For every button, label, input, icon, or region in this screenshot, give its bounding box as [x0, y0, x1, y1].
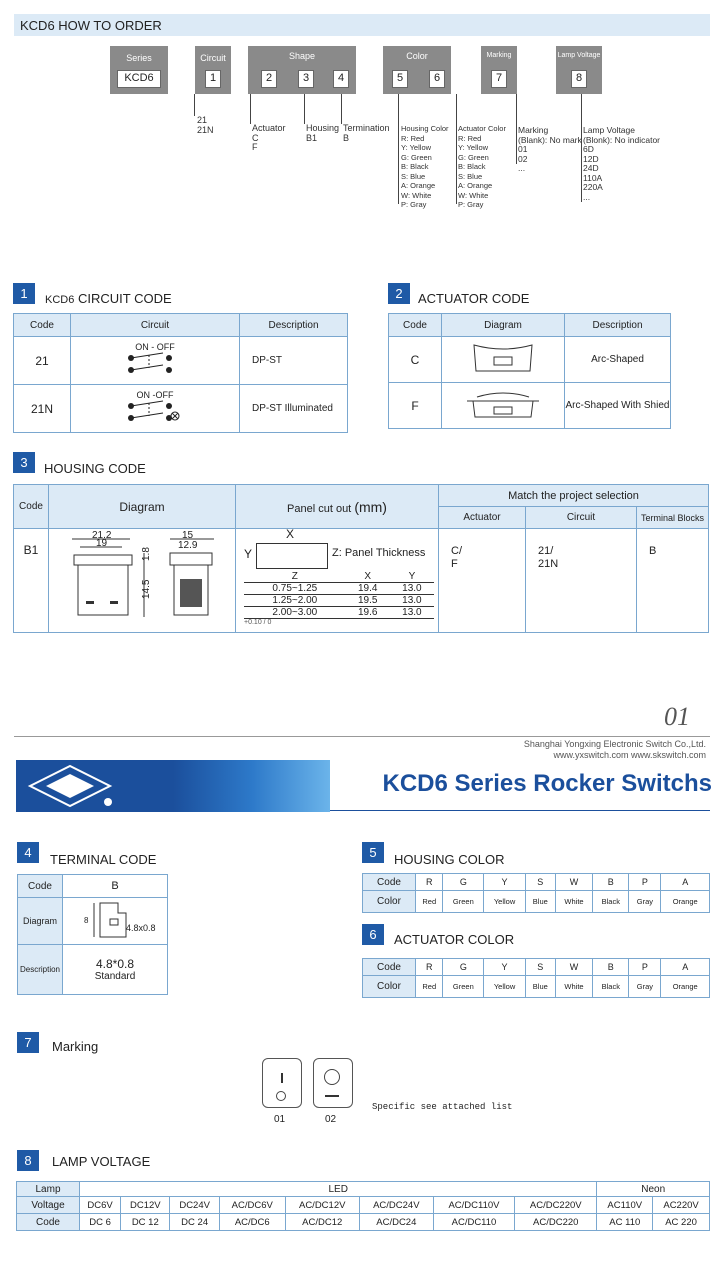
lamp-voltage-code: DC 6: [80, 1214, 121, 1231]
s3-circuit: 21/ 21N: [526, 529, 637, 633]
s4-code-h: Code: [18, 875, 63, 898]
marking-note: Specific see attached list: [372, 1102, 513, 1112]
s1-row2-label: ON -OFF: [136, 390, 174, 400]
digit-2: 2: [261, 70, 277, 88]
lamp-voltage-code: AC/DC24: [359, 1214, 433, 1231]
s2-row2-desc: Arc-Shaped With Shied: [565, 383, 671, 429]
company-name: Shanghai Yongxing Electronic Switch Co.,Ltd.: [523, 739, 706, 749]
actuator-color-code: Y: [484, 959, 526, 976]
housing-color-options: Housing Color R: Red Y: Yellow G: Green B: Black S: Blue A: Orange W: White P: Gray: [401, 124, 449, 209]
lamp-voltage-value: AC220V: [653, 1197, 710, 1214]
actuator-color-name: White: [555, 976, 593, 998]
lamp-voltage-value: AC/DC220V: [515, 1197, 597, 1214]
panel-r2-x: 19.5: [346, 595, 390, 607]
panel-r1-y: 13.0: [390, 583, 434, 595]
panel-tolerance: +0.10 / 0: [244, 619, 272, 626]
circuit-group: [195, 46, 231, 94]
digit-1: 1: [205, 70, 221, 88]
actuator-color-code: W: [555, 959, 593, 976]
illuminated-switch-symbol-icon: [125, 400, 185, 424]
actuator-color-name: Green: [443, 976, 484, 998]
s1-row2-desc: DP-ST Illuminated: [240, 385, 348, 433]
terminal-code-table: [17, 874, 168, 995]
terminal-diagram-icon: [70, 899, 160, 941]
housing-color-name: Orange: [661, 891, 710, 913]
color-label: Color: [406, 51, 428, 61]
series-label: Series: [126, 53, 152, 63]
lamp-voltage-value: AC/DC24V: [359, 1197, 433, 1214]
s4-desc-main: 4.8*0.8: [95, 957, 135, 971]
s1-row2-code: 21N: [14, 385, 71, 433]
dim-w2-inner: 12.9: [178, 540, 198, 551]
s3-h-panel-text: Panel cut out: [287, 502, 352, 515]
s8-code-h: Code: [17, 1214, 80, 1231]
housing-color-name: Blue: [525, 891, 555, 913]
marking-label-01: 01: [274, 1114, 286, 1125]
panel-x-label: X: [286, 527, 295, 541]
housing-color-code: R: [416, 874, 443, 891]
s3-h-panel: [236, 485, 439, 529]
housing-color-code: B: [593, 874, 629, 891]
panel-r2-z: 1.25~2.00: [244, 595, 346, 607]
s1-h-circuit: Circuit: [71, 314, 240, 337]
s4-diagram-h: Diagram: [18, 898, 63, 945]
s7-title: Marking: [52, 1039, 99, 1054]
color-group: [383, 46, 451, 94]
lamp-voltage-options: Lamp Voltage (Blonk): No indicator 6D 12D 24D 110A 220A ...: [583, 125, 661, 202]
shape-group: [248, 46, 356, 94]
housing-color-code: S: [525, 874, 555, 891]
panel-r1-x: 19.4: [346, 583, 390, 595]
banner-rule: [330, 810, 710, 811]
actuator-color-name: Orange: [661, 976, 710, 998]
actuator-color-code: P: [629, 959, 661, 976]
s1-number: 1: [13, 283, 35, 304]
s2-row2-diagram: [442, 383, 565, 429]
housing-color-code: G: [443, 874, 484, 891]
panel-cutout-table: [244, 571, 434, 619]
lamp-voltage-code: AC 220: [653, 1214, 710, 1231]
s8-lamp-h: Lamp: [17, 1182, 80, 1197]
s3-sub-circuit: Circuit: [526, 507, 637, 529]
s6-number: 6: [362, 924, 384, 945]
s5-title: HOUSING COLOR: [394, 852, 505, 867]
dim-h-body: 14.5: [141, 579, 152, 599]
s1-row1-label: ON - OFF: [135, 342, 175, 352]
s6-title: ACTUATOR COLOR: [394, 932, 515, 947]
circuit-code-table: [13, 313, 348, 433]
panel-r3-z: 2.00~3.00: [244, 607, 346, 619]
s8-neon: Neon: [597, 1182, 710, 1197]
lamp-voltage-value: AC110V: [597, 1197, 653, 1214]
actuator-color-name: Red: [416, 976, 443, 998]
panel-z-note: Z: Panel Thickness: [332, 547, 426, 559]
s2-h-desc: Description: [565, 314, 671, 337]
header-rule: [14, 736, 710, 737]
s1-title: [45, 291, 172, 306]
s3-diagram: [49, 529, 236, 633]
panel-y-label: Y: [244, 547, 253, 561]
banner-graphic: [16, 760, 330, 812]
housing-color-name: White: [555, 891, 593, 913]
s4-title: TERMINAL CODE: [50, 852, 157, 867]
s6-code-h: Code: [363, 959, 416, 976]
housing-color-code: A: [661, 874, 710, 891]
s1-prefix: KCD6: [45, 294, 75, 306]
s2-row2-code: F: [389, 383, 442, 429]
housing-color-name: Black: [593, 891, 629, 913]
actuator-color-code: R: [416, 959, 443, 976]
arc-actuator-icon: [468, 341, 538, 375]
housing-color-name: Green: [443, 891, 484, 913]
marking-label: Marking: [486, 52, 512, 59]
series-value: KCD6: [117, 70, 161, 88]
s3-h-code: Code: [14, 485, 49, 529]
housing-color-name: Gray: [629, 891, 661, 913]
panel-r2-y: 13.0: [390, 595, 434, 607]
s4-number: 4: [17, 842, 39, 863]
s1-row1-circuit: [71, 337, 240, 385]
s2-number: 2: [388, 283, 410, 304]
housing-options: Housing B1: [306, 123, 340, 143]
s8-title: LAMP VOLTAGE: [52, 1154, 151, 1169]
s8-number: 8: [17, 1150, 39, 1171]
actuator-color-name: Gray: [629, 976, 661, 998]
s5-color-h: Color: [363, 891, 416, 913]
s3-title: HOUSING CODE: [44, 461, 146, 476]
actuator-color-table: [362, 958, 710, 998]
lamp-voltage-value: AC/DC12V: [285, 1197, 359, 1214]
lamp-voltage-value: DC12V: [121, 1197, 170, 1214]
lamp-voltage-value: DC24V: [170, 1197, 219, 1214]
s4-desc-h: Description: [18, 945, 63, 995]
lamp-voltage-code: AC 110: [597, 1214, 653, 1231]
marking-label-02: 02: [325, 1114, 337, 1125]
s2-row1-code: C: [389, 337, 442, 383]
s6-color-h: Color: [363, 976, 416, 998]
marking-01-switch: [262, 1058, 302, 1108]
dim-w-outer: 21.2: [92, 530, 112, 541]
s2-row1-desc: Arc-Shaped: [565, 337, 671, 383]
s5-code-h: Code: [363, 874, 416, 891]
s3-h-match: Match the project selection: [439, 485, 709, 507]
actuator-color-name: Blue: [525, 976, 555, 998]
housing-color-table: [362, 873, 710, 913]
marking-01-icon: [281, 1073, 283, 1083]
lamp-voltage-table: [16, 1181, 710, 1231]
order-title: KCD6 HOW TO ORDER: [20, 18, 162, 33]
housing-color-code: W: [555, 874, 593, 891]
actuator-code-table: [388, 313, 671, 429]
s3-code: B1: [14, 529, 49, 633]
lamp-voltage-value: AC/DC6V: [219, 1197, 285, 1214]
s1-title-text: CIRCUIT CODE: [77, 291, 172, 306]
s1-h-code: Code: [14, 314, 71, 337]
s3-panel-cutout: [236, 529, 439, 633]
termination-options: Termination B: [343, 123, 390, 143]
actuator-color-options: Actuator Color R: Red Y: Yellow G: Green B: Black S: Blue A: Orange W: White P: Gray: [458, 124, 506, 209]
order-title-bar: [14, 14, 710, 36]
lamp-voltage-value: AC/DC110V: [433, 1197, 514, 1214]
s2-title: ACTUATOR CODE: [418, 291, 530, 306]
switch-symbol-icon: [125, 352, 185, 376]
marking-02-icon: [324, 1069, 340, 1085]
series-group: [110, 46, 168, 94]
housing-color-name: Red: [416, 891, 443, 913]
actuator-color-code: A: [661, 959, 710, 976]
s3-sub-terminal: Terminal Blocks: [637, 507, 709, 529]
s5-number: 5: [362, 842, 384, 863]
digit-7: 7: [491, 70, 507, 88]
panel-r1-z: 0.75~1.25: [244, 583, 346, 595]
circuit-options: 21 21N: [197, 115, 214, 135]
s4-desc-sub: Standard: [94, 971, 136, 982]
digit-5: 5: [392, 70, 408, 88]
actuator-options: Actuator C F: [252, 123, 286, 152]
actuator-color-code: G: [443, 959, 484, 976]
s2-h-code: Code: [389, 314, 442, 337]
lamp-voltage-value: DC6V: [80, 1197, 121, 1214]
actuator-color-name: Yellow: [484, 976, 526, 998]
panel-r3-y: 13.0: [390, 607, 434, 619]
lamp-voltage-label: Lamp Voltage: [557, 52, 601, 59]
marking-options: Marking (Blank): No mark 01 02 ...: [518, 125, 582, 173]
lamp-voltage-group: [556, 46, 602, 94]
s7-number: 7: [17, 1032, 39, 1053]
lamp-voltage-code: AC/DC110: [433, 1214, 514, 1231]
actuator-color-code: B: [593, 959, 629, 976]
page-number: 01: [664, 702, 690, 731]
panel-col-z: Z: [244, 571, 346, 583]
panel-r3-x: 19.6: [346, 607, 390, 619]
lamp-voltage-code: AC/DC220: [515, 1214, 597, 1231]
digit-4: 4: [333, 70, 349, 88]
arc-shield-actuator-icon: [463, 387, 543, 421]
digit-6: 6: [429, 70, 445, 88]
housing-code-table: [13, 484, 709, 633]
lamp-voltage-code: AC/DC6: [219, 1214, 285, 1231]
s8-led: LED: [80, 1182, 597, 1197]
s1-row1-desc: DP-ST: [240, 337, 348, 385]
digit-3: 3: [298, 70, 314, 88]
s4-code-v: B: [63, 875, 168, 898]
circuit-label: Circuit: [200, 53, 226, 63]
s2-row1-diagram: [442, 337, 565, 383]
logo-icon: [16, 760, 116, 812]
s4-diagram: [63, 898, 168, 945]
banner-title: KCD6 Series Rocker Switchs: [382, 770, 712, 797]
housing-diagram-icon: [52, 529, 232, 629]
s3-h-diagram: Diagram: [49, 485, 236, 529]
lamp-voltage-code: AC/DC12: [285, 1214, 359, 1231]
marking-group: [481, 46, 517, 94]
s2-h-diagram: Diagram: [442, 314, 565, 337]
s3-actuator: C/ F: [439, 529, 526, 633]
company-web: www.yxswitch.com www.skswitch.com: [553, 750, 706, 760]
marking-02-switch: [313, 1058, 353, 1108]
lamp-voltage-code: DC 12: [121, 1214, 170, 1231]
housing-color-name: Yellow: [484, 891, 526, 913]
lamp-voltage-code: DC 24: [170, 1214, 219, 1231]
housing-color-code: Y: [484, 874, 526, 891]
panel-col-y: Y: [390, 571, 434, 583]
s3-h-panel-unit: (mm): [354, 498, 387, 515]
housing-color-code: P: [629, 874, 661, 891]
s3-sub-actuator: Actuator: [439, 507, 526, 529]
digit-8: 8: [571, 70, 587, 88]
panel-cutout-rect: [256, 543, 328, 569]
actuator-color-code: S: [525, 959, 555, 976]
panel-col-x: X: [346, 571, 390, 583]
dim-w2-outer: 15: [182, 530, 194, 541]
dim-h-top: 1.8: [141, 547, 152, 561]
dim-w-inner: 19: [96, 538, 108, 549]
s4-desc: [63, 945, 168, 995]
terminal-dim: 4.8x0.8: [126, 922, 156, 933]
terminal-dim-h: 8: [84, 915, 89, 925]
shape-label: Shape: [288, 51, 316, 61]
s1-row1-code: 21: [14, 337, 71, 385]
s3-number: 3: [13, 452, 35, 473]
actuator-color-name: Black: [593, 976, 629, 998]
s8-voltage-h: Voltage: [17, 1197, 80, 1214]
s1-row2-circuit: [71, 385, 240, 433]
s1-h-desc: Description: [240, 314, 348, 337]
s3-terminal: B: [637, 529, 709, 633]
